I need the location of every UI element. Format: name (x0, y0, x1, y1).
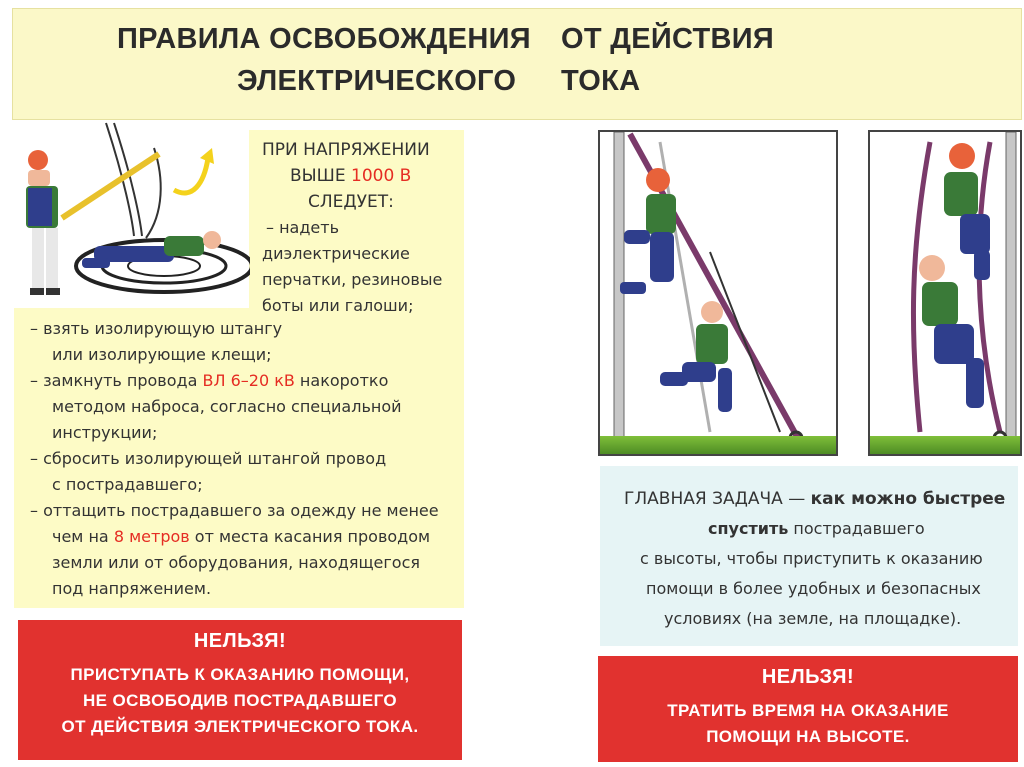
title-line2-right: ТОКА (561, 65, 641, 97)
task-line2: спустить пострадавшего (708, 519, 925, 538)
warning-left-line2: НЕ ОСВОБОДИВ ПОСТРАДАВШЕГО (82, 691, 398, 710)
step2-line1: – замкнуть провода ВЛ 6–20 кВ накоротко (30, 371, 389, 390)
warning-left-line3: ОТ ДЕЙСТВИЯ ЭЛЕКТРИЧЕСКОГО ТОКА. (61, 717, 419, 736)
warning-right-line2: ПОМОЩИ НА ВЫСОТЕ. (706, 727, 910, 746)
title-line2-left: ЭЛЕКТРИЧЕСКОГО (237, 65, 517, 97)
warning-left (18, 620, 462, 760)
grass (870, 436, 1020, 454)
hv-line6: перчатки, резиновые (262, 270, 443, 289)
warning-right-head: НЕЛЬЗЯ! (761, 666, 855, 688)
lowering-victim-frame (598, 130, 838, 456)
harness-victim-frame (868, 130, 1022, 456)
title-banner (12, 8, 1022, 120)
step1-line2: или изолирующие клещи; (52, 345, 272, 364)
warning-left-head: НЕЛЬЗЯ! (193, 630, 287, 652)
grass (600, 436, 836, 454)
task-line3: с высоты, чтобы приступить к оказанию (640, 549, 983, 568)
hv-line5: диэлектрические (262, 244, 410, 263)
title-line1-left: ПРАВИЛА ОСВОБОЖДЕНИЯ (117, 23, 531, 55)
warning-right (598, 656, 1018, 762)
hv-line4: – надеть (266, 218, 340, 237)
hv-line7: боты или галоши; (262, 296, 414, 315)
lowering-victim-from-pole-illustration (600, 132, 836, 454)
victim-on-harness-rope-illustration (870, 132, 1020, 454)
hv-line3: СЛЕДУЕТ: (308, 192, 394, 212)
worker-with-insulating-rod-illustration (14, 118, 250, 308)
step2-line3: инструкции; (52, 423, 158, 442)
step1-line1: – взять изолирующую штангу (30, 319, 283, 338)
warning-left-line1: ПРИСТУПАТЬ К ОКАЗАНИЮ ПОМОЩИ, (70, 665, 410, 684)
task-line1: ГЛАВНАЯ ЗАДАЧА — как можно быстрее (624, 489, 1006, 509)
hv-line2: ВЫШЕ 1000 В (290, 166, 412, 186)
step4-line4: под напряжением. (52, 579, 212, 598)
task-line5: условиях (на земле, на площадке). (664, 609, 962, 628)
step2-line2: методом наброса, согласно специальной (52, 397, 402, 416)
title-line1-right: ОТ ДЕЙСТВИЯ (561, 23, 775, 55)
step3-line2: с пострадавшего; (52, 475, 203, 494)
step4-line3: земли или от оборудования, находящегося (52, 553, 420, 572)
hv-line1: ПРИ НАПРЯЖЕНИИ (262, 140, 430, 160)
step4-line1: – оттащить пострадавшего за одежду не менее (30, 501, 439, 520)
warning-right-line1: ТРАТИТЬ ВРЕМЯ НА ОКАЗАНИЕ (667, 701, 949, 720)
task-line4: помощи в более удобных и безопасных (646, 579, 981, 598)
step3-line1: – сбросить изолирующей штангой провод (30, 449, 387, 468)
step4-line2: чем на 8 метров от места касания проводом (52, 527, 431, 546)
